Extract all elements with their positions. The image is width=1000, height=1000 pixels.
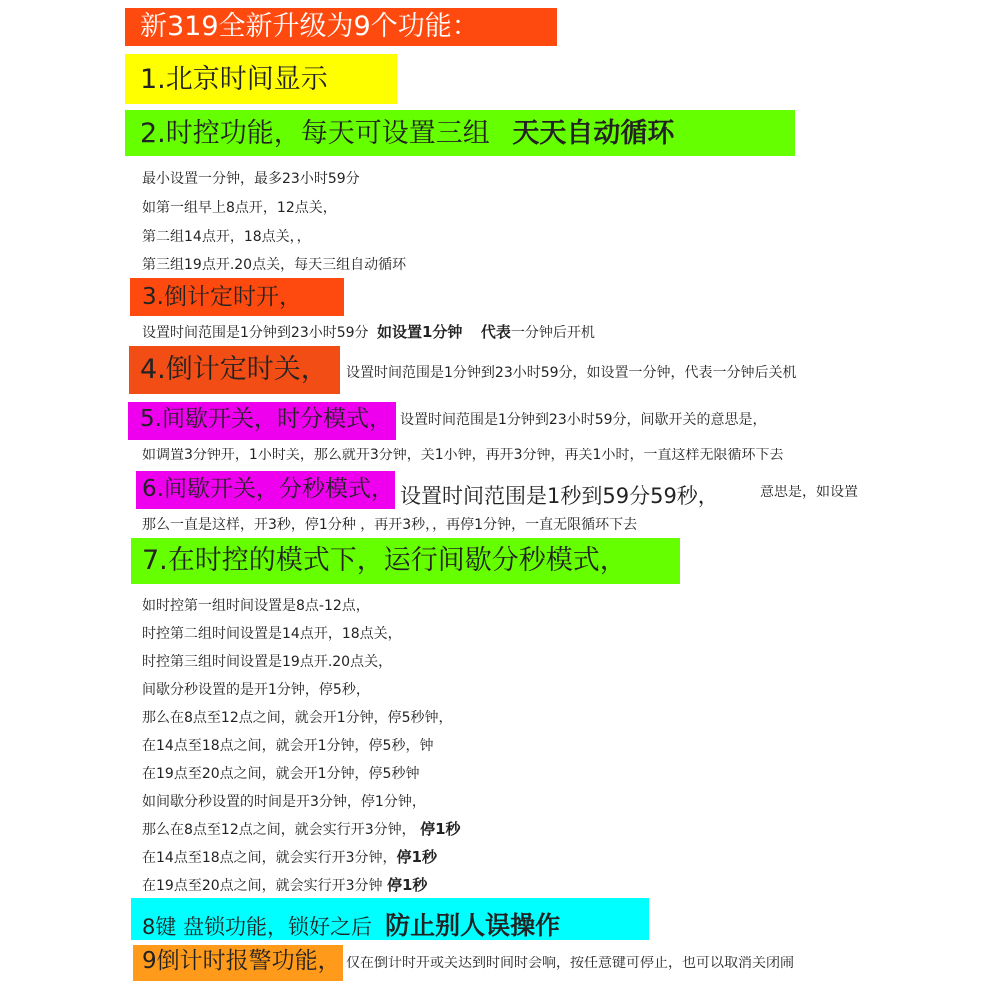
feature-2-line-2: 如第一组早上8点开，12点关，	[142, 200, 337, 216]
feature-5-line: 如调置3分钟开，1小时关，那么就开3分钟，关1小钟，再开3分钟，再关1小时，一直这样无限循环下去	[142, 448, 784, 462]
feature-7-line-9-bold: 停1秒	[420, 820, 461, 838]
feature-2-line-1: 最小设置一分钟，最多23小时59分	[142, 171, 360, 187]
feature-2-line-3: 第二组14点开，18点关，，	[142, 229, 311, 245]
feature-7-line-10-text: 在14点至18点之间，就会实行开3分钟，	[142, 850, 397, 866]
feature-7-title: 7.在时控的模式下，运行间歇分秒模式，	[142, 545, 627, 576]
feature-3-desc-b: 如设置1分钟	[377, 323, 463, 341]
feature-6-desc: 意思是，如设置	[760, 485, 858, 499]
feature-9-title: 9倒计时报警功能，	[142, 948, 341, 974]
feature-5-desc: 设置时间范围是1分钟到23小时59分，间歇开关的意思是，	[400, 412, 767, 428]
feature-7-line-4: 间歇分秒设置的是开1分钟，停5秒，	[142, 682, 370, 698]
feature-7-line-11-text: 在19点至20点之间，就会实行开3分钟	[142, 878, 383, 894]
feature-7-line-10	[142, 850, 437, 865]
feature-7-line-3: 时控第三组时间设置是19点开.20点关，	[142, 654, 393, 670]
feature-2-main: 2.时控功能，每天可设置三组	[140, 118, 490, 149]
feature-7-line-9-text: 那么在8点至12点之间，就会实行开3分钟，	[142, 822, 416, 838]
feature-9-desc: 仅在倒计时开或关达到时间时会响，按任意键可停止，也可以取消关闭闹	[346, 956, 794, 970]
feature-7-line-5: 那么在8点至12点之间，就会开1分钟，停5秒钟，	[142, 710, 453, 726]
page-title: 新319全新升级为9个功能：	[140, 11, 479, 42]
feature-4-title: 4.倒计定时关，	[140, 354, 328, 385]
feature-7-line-9	[142, 822, 461, 837]
feature-7-line-6: 在14点至18点之间，就会开1分钟，停5秒，钟	[142, 738, 434, 754]
feature-5-title: 5.间歇开关，时分模式，	[140, 406, 392, 432]
feature-2-title	[140, 120, 674, 147]
feature-8-title	[142, 906, 560, 942]
feature-8-main: 8键 盘锁功能，锁好之后	[142, 915, 373, 939]
feature-7-line-7: 在19点至20点之间，就会开1分钟，停5秒钟	[142, 766, 420, 782]
feature-7-line-10-bold: 停1秒	[396, 848, 437, 866]
feature-7-line-11-bold: 停1秒	[387, 876, 428, 894]
feature-2-line-4: 第三组19点开.20点关，每天三组自动循环	[142, 257, 407, 273]
feature-6-title: 6.间歇开关，分秒模式，	[142, 476, 394, 502]
feature-6-range: 设置时间范围是1秒到59分59秒，	[400, 484, 719, 508]
feature-2-emphasis: 天天自动循环	[512, 118, 675, 149]
feature-3-title: 3.倒计定时开，	[142, 284, 302, 310]
feature-3-desc	[142, 325, 595, 340]
feature-7-line-1: 如时控第一组时间设置是8点-12点，	[142, 598, 370, 614]
feature-7-line-8: 如间歇分秒设置的时间是开3分钟，停1分钟，	[142, 794, 426, 810]
feature-7-line-2: 时控第二组时间设置是14点开，18点关，	[142, 626, 402, 642]
feature-3-desc-d: 一分钟后开机	[510, 325, 595, 341]
feature-3-desc-a: 设置时间范围是1分钟到23小时59分	[142, 325, 369, 341]
feature-1-title: 1.北京时间显示	[140, 64, 328, 95]
feature-4-desc: 设置时间范围是1分钟到23小时59分，如设置一分钟，代表一分钟后关机	[346, 365, 797, 381]
feature-3-desc-c: 代表	[480, 323, 511, 341]
feature-7-line-11	[142, 878, 427, 893]
feature-8-emphasis: 防止别人误操作	[385, 911, 561, 940]
feature-6-line: 那么一直是这样，开3秒，停1分种 ，再开3秒，，再停1分钟，一直无限循环下去	[142, 517, 638, 533]
